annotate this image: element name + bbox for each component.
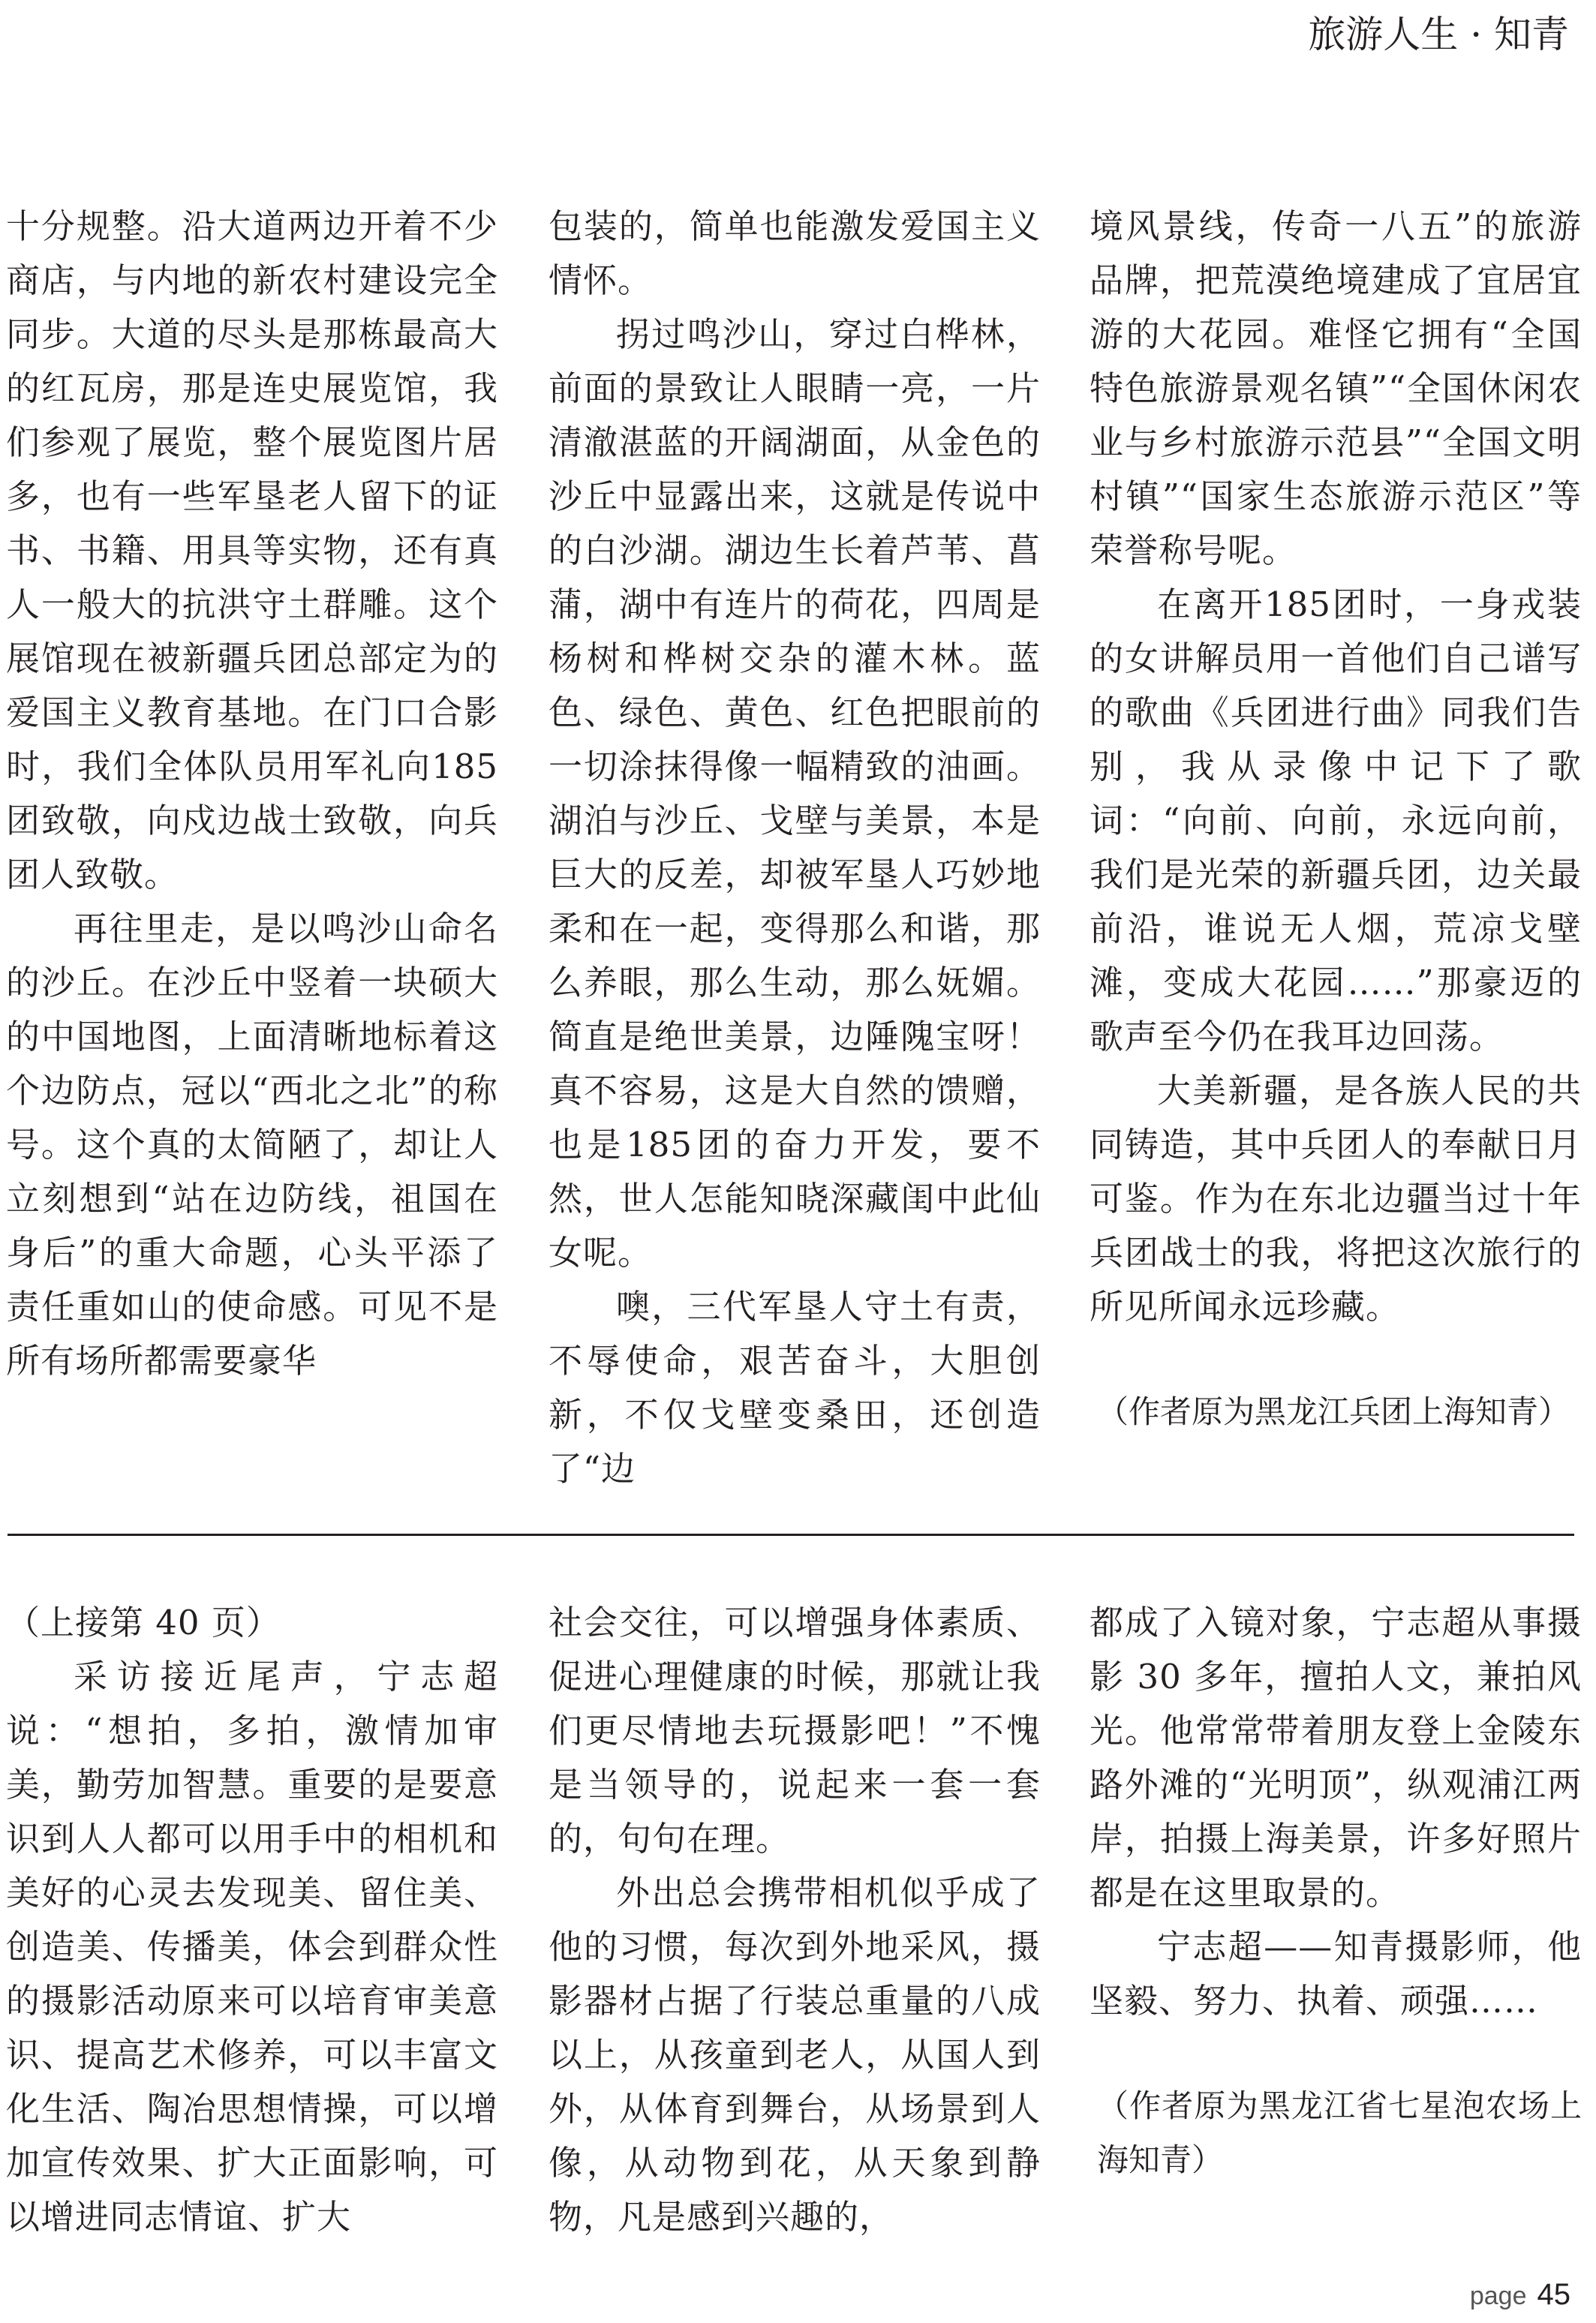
bottom-article-column-2 (549, 1596, 1041, 2244)
paragraph: 都成了入镜对象，宁志超从事摄影 30 多年，擅拍人文，兼拍风光。他常常带着朋友登上金陵东路外滩的“光明顶”，纵观浦江两岸，拍摄上海美景，许多好照片都是在这里取景的。 (1090, 1603, 1582, 1913)
section-divider (8, 1534, 1574, 1536)
paragraph: 拐过鸣沙山，穿过白桦林，前面的景致让人眼睛一亮，一片清澈湛蓝的开阔湖面，从金色的沙丘中显露出来，这就是传说中的白沙湖。湖边生长着芦苇、菖蒲，湖中有连片的荷花，四周是杨树和桦树交杂的灌木林。蓝色、绿色、黄色、红色把眼前的一切涂抹得像一幅精致的油画。湖泊与沙丘、戈壁与美景，本是巨大的反差，却被军垦人巧妙地柔和在一起，变得那么和谐，那么养眼，那么生动，那么妩媚。简直是绝世美景，边陲隗宝呀！真不容易，这是大自然的馈赠，也是185团的奋力开发，要不然，世人怎能知晓深藏闺中此仙女呢。 (549, 314, 1041, 1273)
paragraph: 再往里走，是以鸣沙山命名的沙丘。在沙丘中竖着一块硕大的中国地图，上面清晰地标着这个边防点，冠以“西北之北”的称号。这个真的太简陋了，却让人立刻想到“站在边防线，祖国在身后”的重大命题，心头平添了责任重如山的使命感。可见不是所有场所都需要豪华 (6, 909, 498, 1381)
page-footer (1470, 2278, 1570, 2312)
paragraph: 包装的，简单也能激发爱国主义情怀。 (549, 206, 1041, 300)
paragraph: 外出总会携带相机似乎成了他的习惯，每次到外地采风，摄影器材占据了行装总重量的八成以上，从孩童到老人，从国人到外，从体育到舞台，从场景到人像，从动物到花，从天象到静物，凡是感到兴趣的， (549, 1873, 1041, 2237)
author-credit: （作者原为黑龙江兵团上海知青） (1097, 1393, 1570, 1430)
top-article-column-3 (1090, 200, 1582, 1439)
paragraph: 宁志超——知青摄影师，他坚毅、努力、执着、顽强…… (1090, 1927, 1582, 2021)
author-credit: （作者原为黑龙江省七星泡农场上海知青） (1097, 2087, 1582, 2178)
paragraph: 大美新疆，是各族人民的共同铸造，其中兵团人的奉献日月可鉴。作为在东北边疆当过十年兵团战士的我，将把这次旅行的所见所闻永远珍藏。 (1090, 1071, 1582, 1327)
paragraph: 十分规整。沿大道两边开着不少商店，与内地的新农村建设完全同步。大道的尽头是那栋最高大的红瓦房，那是连史展览馆，我们参观了展览，整个展览图片居多，也有一些军垦老人留下的证书、书籍、用具等实物，还有真人一般大的抗洪守土群雕。这个展馆现在被新疆兵团总部定为的爱国主义教育基地。在门口合影时，我们全体队员用军礼向185团致敬，向戍边战士致敬，向兵团人致敬。 (6, 206, 498, 894)
bottom-article-column-3 (1090, 1596, 1582, 2187)
section-header: 旅游人生 · 知青 (1308, 13, 1569, 56)
paragraph: 噢，三代军垦人守土有责，不辱使命，艰苦奋斗，大胆创新，不仅戈壁变桑田，还创造了“边 (549, 1287, 1041, 1489)
paragraph: 采访接近尾声，宁志超说：“想拍，多拍，激情加审美，勤劳加智慧。重要的是要意识到人人都可以用手中的相机和美好的心灵去发现美、留住美、创造美、传播美，体会到群众性的摄影活动原来可以培育审美意识、提高艺术修养，可以丰富文化生活、陶冶思想情操，可以增加宣传效果、扩大正面影响，可以增进同志情谊、扩大 (6, 1657, 498, 2237)
top-article-column-2 (549, 200, 1041, 1496)
top-article-column-1 (6, 200, 498, 1388)
bottom-article-column-1 (6, 1596, 498, 2244)
continued-from-note: （上接第 40 页） (6, 1603, 281, 1642)
page-number: 45 (1537, 2278, 1570, 2311)
page-label: page (1469, 2282, 1527, 2310)
paragraph: 社会交往，可以增强身体素质、促进心理健康的时候，那就让我们更尽情地去玩摄影吧！”不愧是当领导的，说起来一套一套的，句句在理。 (549, 1603, 1041, 1859)
paragraph: 境风景线，传奇一八五”的旅游品牌，把荒漠绝境建成了宜居宜游的大花园。难怪它拥有“全国特色旅游景观名镇”“全国休闲农业与乡村旅游示范县”“全国文明村镇”“国家生态旅游示范区”等荣誉称号呢。 (1090, 206, 1582, 570)
paragraph: 在离开185团时，一身戎装的女讲解员用一首他们自己谱写的歌曲《兵团进行曲》同我们告别，我从录像中记下了歌词：“向前、向前，永远向前，我们是光荣的新疆兵团，边关最前沿，谁说无人烟，荒凉戈壁滩，变成大花园……”那豪迈的歌声至今仍在我耳边回荡。 (1090, 585, 1582, 1056)
